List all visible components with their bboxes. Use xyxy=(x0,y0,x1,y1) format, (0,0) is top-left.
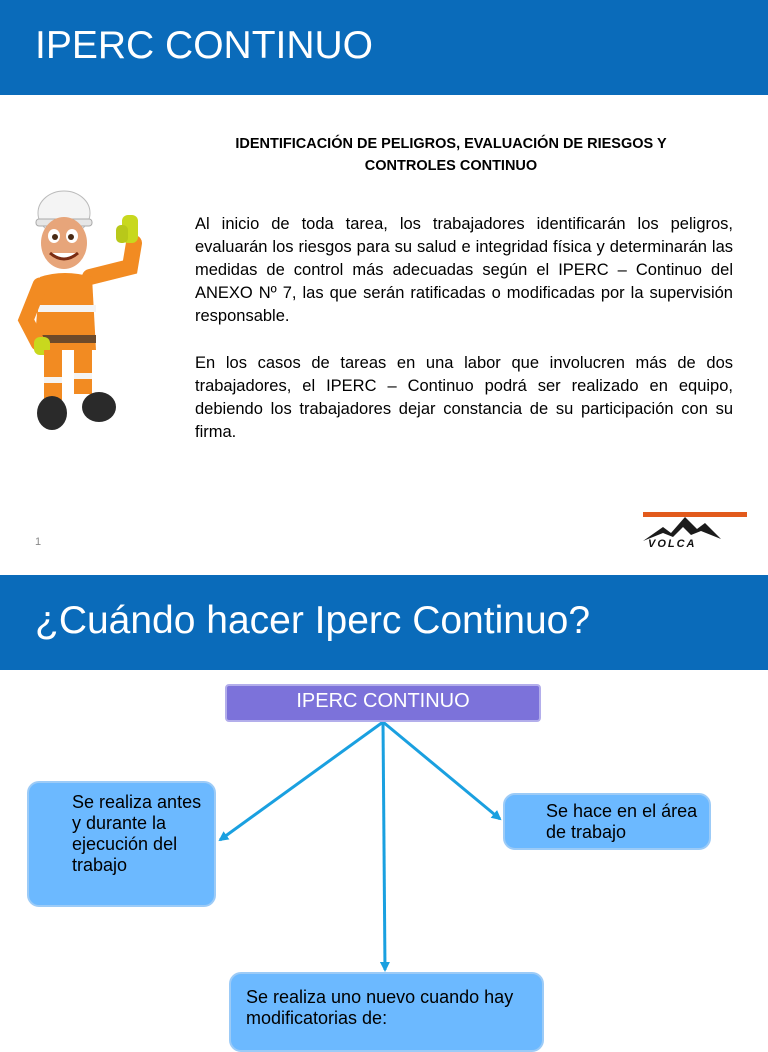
iperc-continuo-box: IPERC CONTINUO xyxy=(225,684,541,722)
slide-2 xyxy=(0,575,768,1028)
arrow-to-right xyxy=(383,722,500,819)
work-area-box: Se hace en el área de trabajo xyxy=(503,793,711,850)
logo-text: VOLCA xyxy=(648,538,697,550)
arrow-to-bottom xyxy=(383,722,385,970)
arrow-to-left xyxy=(220,722,383,840)
paragraph-2: En los casos de tareas en una labor que involucren más de dos trabajadores, el IPERC – Continuo podrá ser realizado en equipo, debiendo los trabajadores dejar constancia de su participación con su firma. xyxy=(195,354,733,441)
worker-mascot-illustration xyxy=(12,185,157,440)
slide-1-subtitle: IDENTIFICACIÓN DE PELIGROS, EVALUACIÓN DE RIESGOS Y CONTROLES CONTINUO xyxy=(235,136,667,174)
company-logo xyxy=(641,509,749,553)
paragraph-1: Al inicio de toda tarea, los trabajadores identificarán los peligros, evaluarán los riesgos para su salud e integridad física y determinarán las medidas de control más adecuadas según el IPERC – Continuo del ANEXO Nº 7, las que serán ratificadas o modificadas por la supervisión responsable. xyxy=(195,215,733,325)
slide-1-header xyxy=(0,0,768,95)
page-number: 1 xyxy=(35,536,42,548)
slide-2-title: ¿Cuándo hacer Iperc Continuo? xyxy=(35,599,591,642)
slide-1-title: IPERC CONTINUO xyxy=(35,24,374,67)
before-during-box: Se realiza antes y durante la ejecución del trabajo xyxy=(27,781,216,907)
new-iperc-box: Se realiza uno nuevo cuando hay modificatorias de: xyxy=(229,972,544,1052)
